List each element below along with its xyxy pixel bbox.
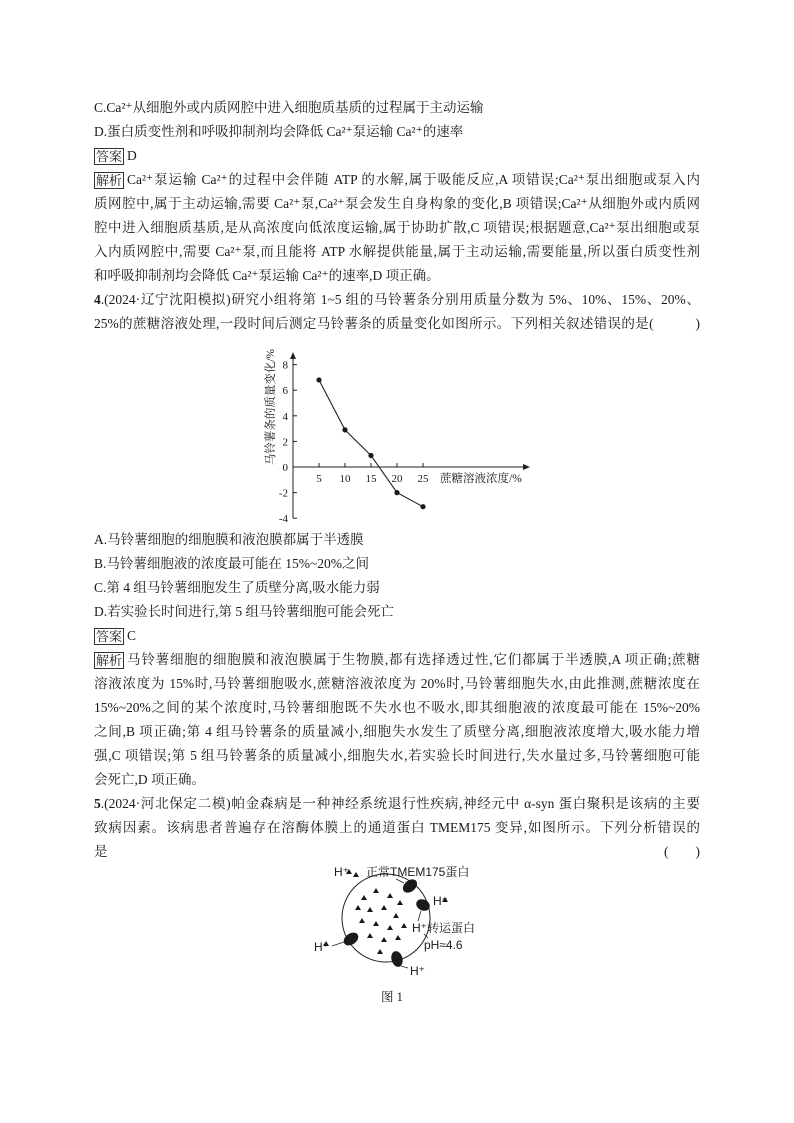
h-ion-marker xyxy=(359,918,365,923)
q4-option-b: B.马铃薯细胞液的浓度最可能在 15%~20%之间 xyxy=(94,556,370,571)
y-tick-label: 0 xyxy=(282,462,288,474)
x-tick-label: 15 xyxy=(365,473,377,485)
y-tick-label: 2 xyxy=(282,436,288,449)
y-tick-label: 4 xyxy=(282,410,288,423)
q4-option-c: C.第 4 组马铃薯细胞发生了质壁分离,吸水能力弱 xyxy=(94,580,380,595)
y-tick-label: -2 xyxy=(278,487,288,500)
q5-stem-text: 是 xyxy=(94,844,108,859)
transporter-leader-line xyxy=(418,911,421,921)
h-transporter-protein xyxy=(390,950,405,968)
q4-analysis-line: 马铃薯细胞的细胞膜和液泡膜属于生物膜,都有选择透过性,它们都属于半透膜,A 项正确;蔗糖 xyxy=(127,652,700,667)
q4-analysis-line: 溶液浓度为 15%时,马铃薯细胞吸水,蔗糖溶液浓度为 20%时,马铃薯细胞失水,由此推测,蔗糖浓度在 xyxy=(94,676,700,691)
q3-analysis-line: Ca²⁺泵运输 Ca²⁺的过程中会伴随 ATP 的水解,属于吸能反应,A 项错误;Ca²⁺泵出细胞或泵入内 xyxy=(127,172,700,187)
q4-option-a: A.马铃薯细胞的细胞膜和液泡膜都属于半透膜 xyxy=(94,532,364,547)
h-ion-marker xyxy=(387,925,393,930)
lysosome-figure xyxy=(300,858,510,1008)
q3-analysis-line: 腔中进入细胞质基质,是从高浓度向低浓度运输,属于协助扩散,C 项错误;根据题意,Ca²⁺泵出细胞或泵 xyxy=(94,220,700,235)
q3-option-c: C.Ca²⁺从细胞外或内质网腔中进入细胞质基质的过程属于主动运输 xyxy=(94,100,484,115)
h-ion-marker xyxy=(355,905,361,910)
x-tick-label: 10 xyxy=(339,473,351,485)
h-ion-marker xyxy=(373,888,379,893)
h-ion-marker xyxy=(367,907,373,912)
x-tick-label: 5 xyxy=(316,473,322,485)
q4-analysis-line: 强,C 项错误;第 5 组马铃薯条的质量减小,细胞失水,若实验长时间进行,失水量过多,马铃薯细胞可能 xyxy=(94,748,700,763)
data-point xyxy=(368,453,373,458)
q4-analysis-line: 15%~20%之间的某个浓度时,马铃薯细胞既不失水也不吸水,即其细胞液的浓度最可能在 15%~20% xyxy=(94,700,700,715)
normal-protein-leader-line xyxy=(396,879,404,883)
q4-stem-line: 25%的蔗糖溶液处理,一段时间后测定马铃薯条的质量变化如图所示。下列相关叙述错误的是( ) xyxy=(94,316,700,331)
h-ion-marker xyxy=(367,933,373,938)
q5-stem-line xyxy=(94,792,700,816)
q4-analysis-row xyxy=(94,648,700,672)
y-tick-label: 6 xyxy=(282,385,288,398)
q4-analysis-line: 会死亡,D 项正确。 xyxy=(94,772,205,787)
question-3-tail xyxy=(94,96,700,336)
answer-tag: 答案 xyxy=(96,148,123,164)
q3-analysis-line: 入内质网腔中,需要 Ca²⁺泵,而且能将 ATP 水解提供能量,属于主动运输,需要能量,所以蛋白质变性剂 xyxy=(94,244,700,259)
q3-option-d: D.蛋白质变性剂和呼吸抑制剂均会降低 Ca²⁺泵运输 Ca²⁺的速率 xyxy=(94,124,464,139)
ph-label: pH≈4.6 xyxy=(424,938,463,952)
question-4-body xyxy=(94,528,700,864)
q3-analysis-row xyxy=(94,168,700,192)
h-ion-marker xyxy=(377,949,383,954)
h-ion-marker xyxy=(353,872,359,877)
h-ion-marker xyxy=(373,921,379,926)
q5-stem-line: 致病因素。该病患者普遍存在溶酶体膜上的通道蛋白 TMEM175 变异,如图所示。下列分析错误的 xyxy=(94,820,700,835)
h-ion-marker xyxy=(381,905,387,910)
h-ion-label-top-left: H⁺ xyxy=(334,865,349,879)
h-efflux-arrow xyxy=(332,942,344,946)
q3-analysis-line: 和呼吸抑制剂均会降低 Ca²⁺泵运输 Ca²⁺的速率,D 项正确。 xyxy=(94,268,440,283)
q3-answer: D xyxy=(127,148,137,163)
h-ion-label-right: H⁺ xyxy=(433,894,448,908)
h-ion-label-left: H⁺ xyxy=(314,940,329,954)
q5-number: 5 xyxy=(94,796,101,811)
h-ion-marker xyxy=(381,937,387,942)
q3-analysis-line: 质网腔中,属于主动运输,需要 Ca²⁺泵,Ca²⁺泵会发生自身构象的变化,B 项错误;Ca²⁺从细胞外或内质网 xyxy=(94,196,700,211)
data-point xyxy=(420,504,425,509)
lysosome-membrane xyxy=(342,874,430,962)
q3-answer-row xyxy=(94,144,700,168)
h-ion-marker xyxy=(361,895,367,900)
h-efflux-arrow xyxy=(401,966,408,968)
q4-analysis-line: 之间,B 项正确;第 4 组马铃薯条的质量减小,细胞失水发生了质壁分离,细胞液浓度增大,吸水能力增 xyxy=(94,724,700,739)
potato-mass-change-chart xyxy=(250,335,550,530)
q4-stem-line xyxy=(94,288,700,312)
h-transporter-label: H⁺转运蛋白 xyxy=(412,921,476,935)
x-axis-arrow xyxy=(523,464,530,470)
x-tick-label: 25 xyxy=(417,473,429,485)
data-point xyxy=(394,490,399,495)
analysis-tag: 解析 xyxy=(96,172,123,188)
q4-answer-row xyxy=(94,624,700,648)
analysis-tag: 解析 xyxy=(96,652,123,668)
x-tick-label: 20 xyxy=(391,473,403,485)
answer-tag: 答案 xyxy=(96,628,123,644)
y-tick-label: -4 xyxy=(278,513,288,526)
q4-option-d: D.若实验长时间进行,第 5 组马铃薯细胞可能会死亡 xyxy=(94,604,394,619)
series-line xyxy=(319,380,423,507)
data-point xyxy=(342,427,347,432)
q4-stem-text: .(2024·辽宁沈阳模拟)研究小组将第 1~5 组的马铃薯条分别用质量分数为 5%、10%、15%、20%、 xyxy=(100,292,700,307)
y-axis-arrow xyxy=(290,352,296,359)
chart-y-axis-label: 马铃薯条的质量变化/% xyxy=(265,348,277,466)
q4-answer: C xyxy=(127,628,137,643)
h-ion-marker xyxy=(387,893,393,898)
h-ion-label-bottom: H⁺ xyxy=(410,964,425,978)
h-ion-marker xyxy=(395,935,401,940)
h-ion-marker xyxy=(401,923,407,928)
q5-stem-text: .(2024·河北保定二模)帕金森病是一种神经系统退行性疾病,神经元中 α-syn 蛋白聚积是该病的主要 xyxy=(100,796,700,811)
answer-bracket: ( ) xyxy=(664,844,700,859)
normal-tmem175-label: 正常TMEM175蛋白 xyxy=(366,865,470,879)
h-ion-marker xyxy=(393,913,399,918)
h-ion-marker xyxy=(397,900,403,905)
y-tick-label: 8 xyxy=(282,359,288,372)
q4-number: 4 xyxy=(94,292,101,307)
figure-caption: 图 1 xyxy=(381,990,403,1004)
data-point xyxy=(316,377,321,382)
chart-x-axis-label: 蔗糖溶液浓度/% xyxy=(440,473,522,485)
